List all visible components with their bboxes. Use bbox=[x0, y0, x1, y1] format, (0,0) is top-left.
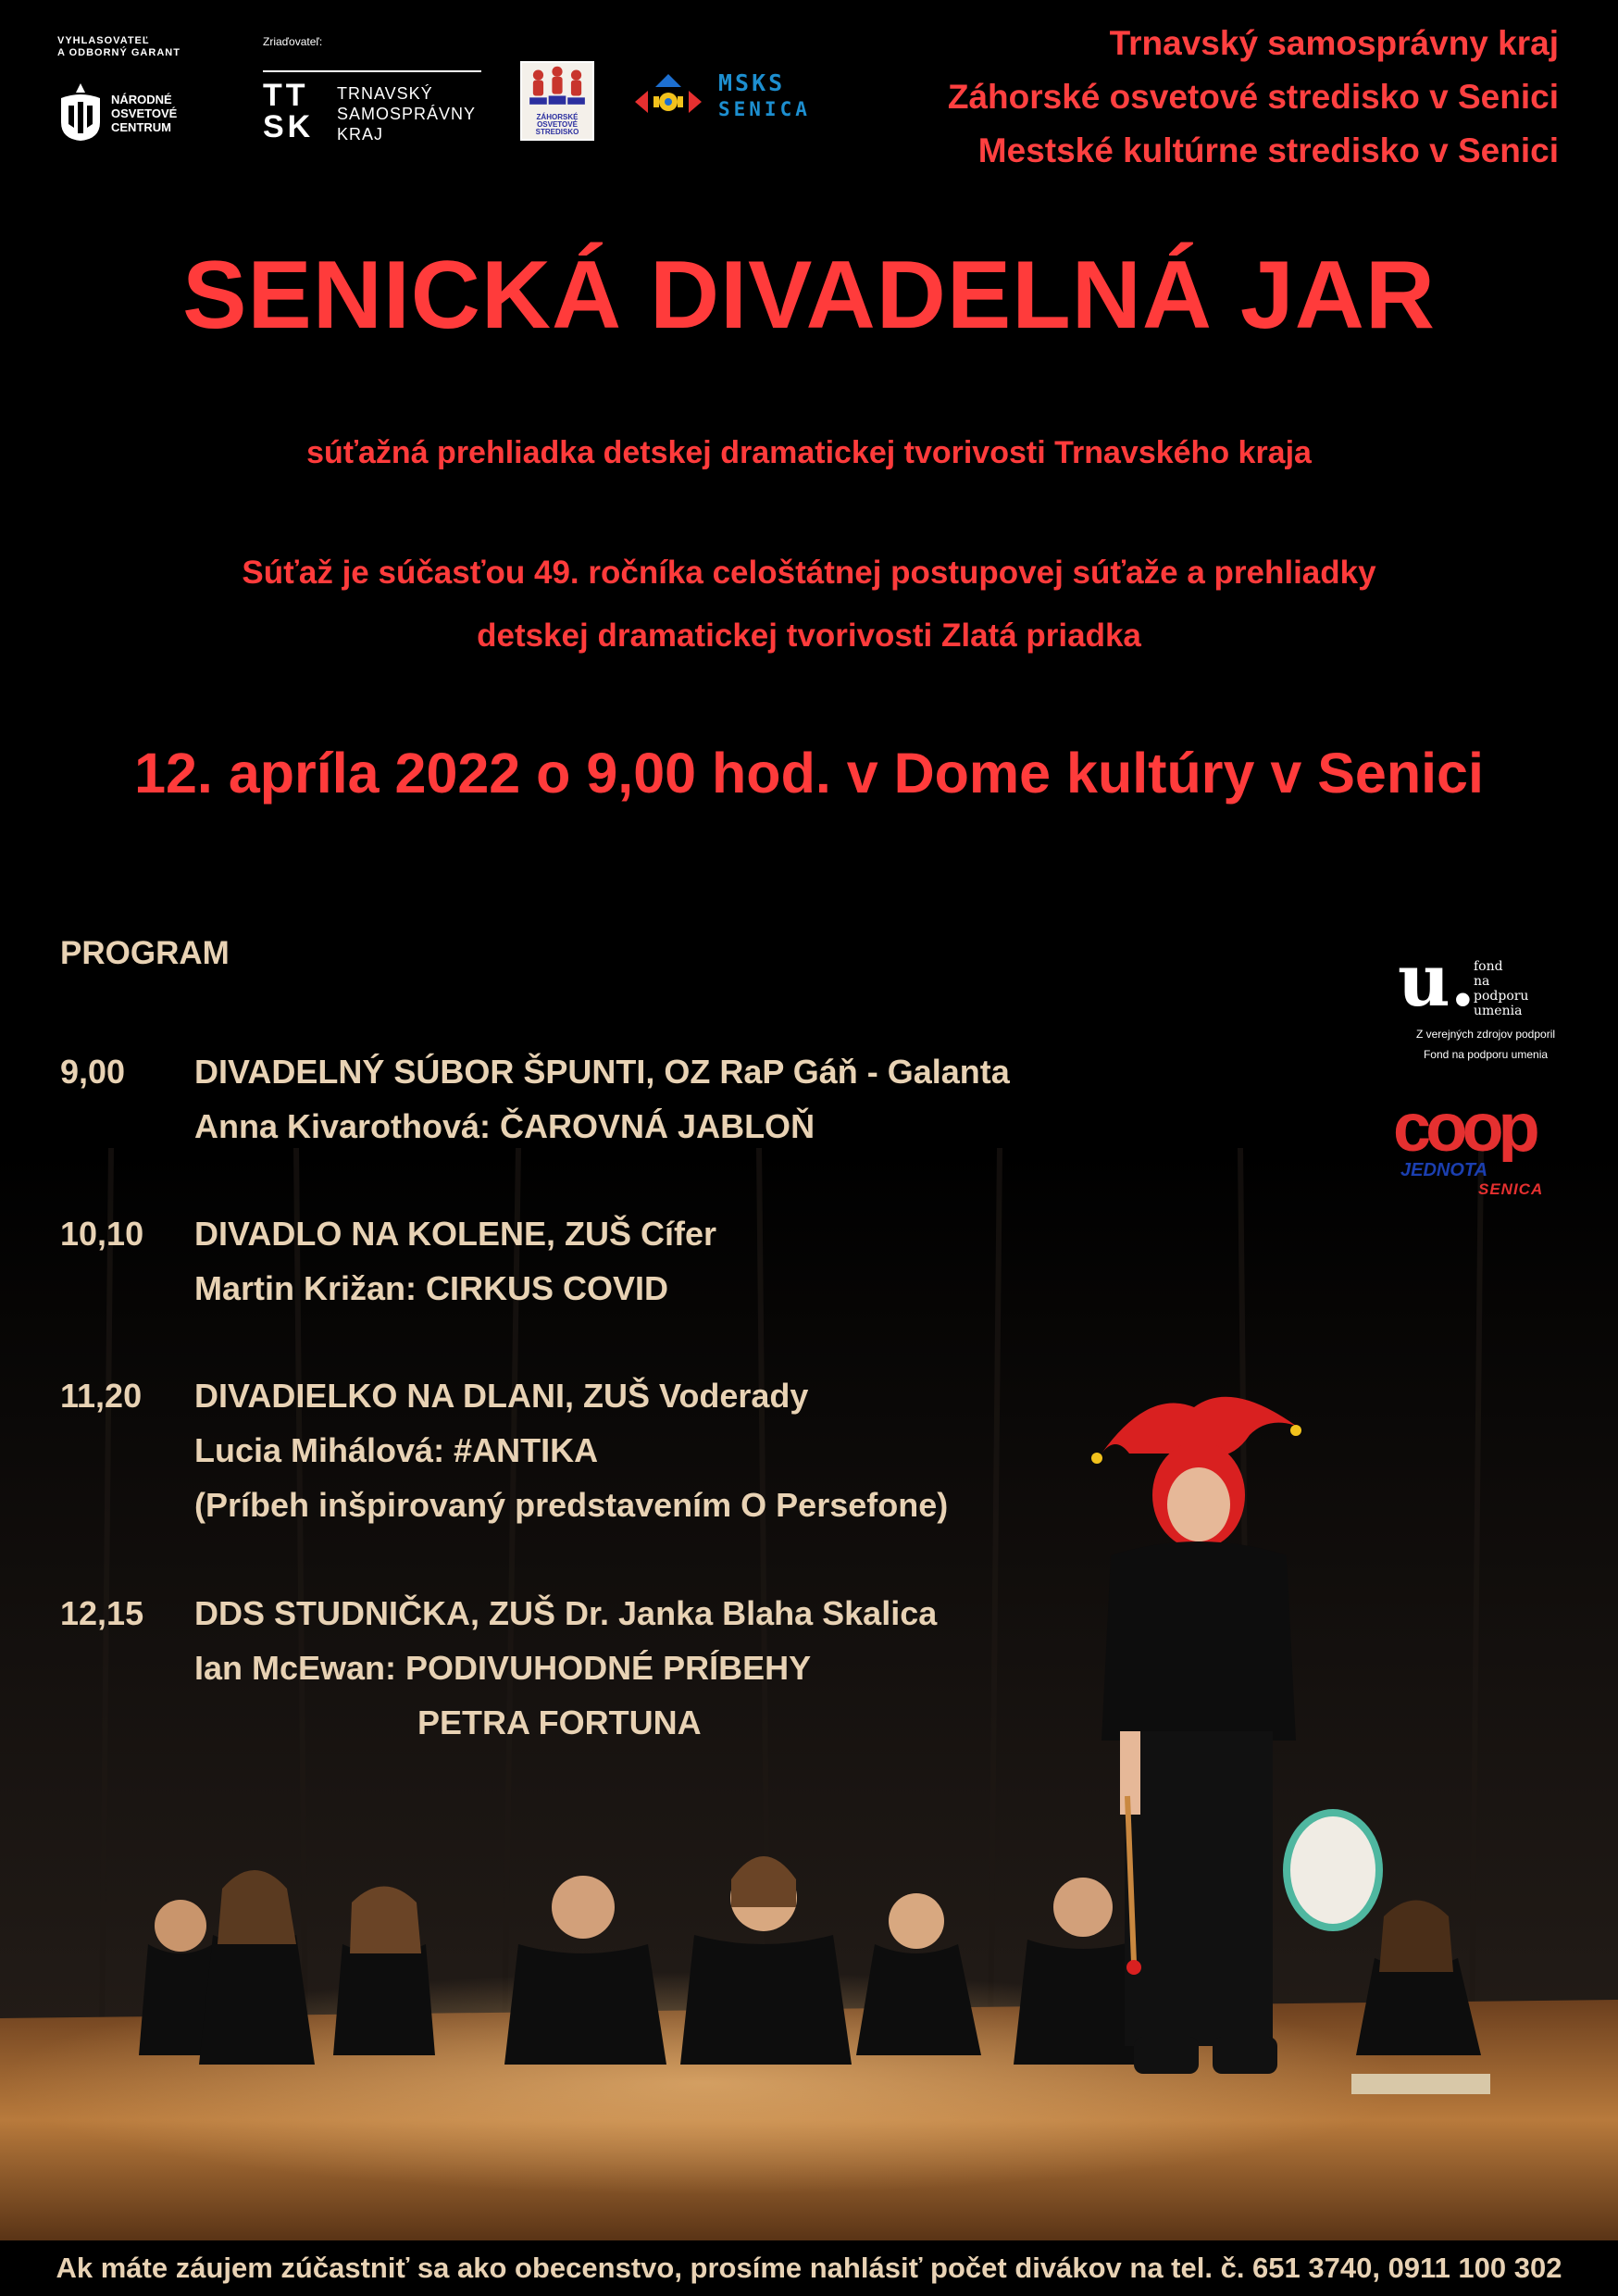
program-item bbox=[60, 1586, 1171, 1762]
program-play: Ian McEwan: PODIVUHODNÉ PRÍBEHY bbox=[194, 1649, 812, 1687]
fond-na-podporu-umenia-logo bbox=[1398, 939, 1556, 1065]
fpu-mark: u. bbox=[1398, 939, 1475, 1023]
fpu-caption: Z verejných zdrojov podporil Fond na podporu umenia bbox=[1415, 1028, 1556, 1061]
program-item bbox=[60, 1206, 1171, 1327]
description-line: detskej dramatickej tvorivosti Zlatá priadka bbox=[477, 618, 1141, 654]
coop-jednota-logo bbox=[1393, 1097, 1560, 1199]
noc-name: NÁRODNÉ OSVETOVÉ CENTRUM bbox=[111, 93, 178, 134]
zos-figures-icon bbox=[522, 63, 592, 115]
zos-logo-icon bbox=[520, 61, 594, 141]
zos-name: ZÁHORSKÉ OSVETOVÉ STREDISKO bbox=[535, 113, 579, 136]
program-heading: PROGRAM bbox=[60, 935, 230, 971]
poster-description bbox=[0, 542, 1618, 668]
ttsk-caption: Zriaďovateľ: bbox=[263, 35, 323, 48]
ttsk-divider bbox=[263, 70, 481, 72]
msks-word: MSKS bbox=[718, 69, 786, 96]
program-play: Anna Kivarothová: ČAROVNÁ JABLOŇ bbox=[194, 1107, 815, 1145]
program-item bbox=[60, 1044, 1171, 1165]
noc-caption: VYHLASOVATEĽ A ODBORNÝ GARANT bbox=[57, 35, 180, 58]
program-play: Lucia Mihálová: #ANTIKA bbox=[194, 1431, 599, 1469]
description-line: Súťaž je súčasťou 49. ročníka celoštátnej postupovej súťaže a prehliadky bbox=[242, 555, 1376, 591]
program-item bbox=[60, 1368, 1171, 1544]
msks-logo bbox=[631, 70, 816, 144]
poster-title: SENICKÁ DIVADELNÁ JAR bbox=[182, 242, 1436, 349]
program-time: 9,00 bbox=[60, 1053, 126, 1091]
program-note: (Príbeh inšpirovaný predstavením O Persefone) bbox=[194, 1486, 949, 1524]
narodne-osvetove-centrum-logo bbox=[57, 35, 205, 156]
ttsk-monogram: TT SK bbox=[263, 78, 315, 144]
msks-city: SENICA bbox=[718, 98, 811, 120]
program-time: 12,15 bbox=[60, 1594, 144, 1632]
coop-mark: coop bbox=[1393, 1097, 1535, 1162]
coop-logo-icon bbox=[1393, 1097, 1550, 1162]
event-date: 12. apríla 2022 o 9,00 hod. v Dome kultúry v Senici bbox=[134, 742, 1484, 805]
program-ensemble: DIVADLO NA KOLENE, ZUŠ Cífer bbox=[194, 1215, 717, 1253]
program-play-continued: PETRA FORTUNA bbox=[417, 1703, 702, 1741]
program-ensemble: DIVADIELKO NA DLANI, ZUŠ Voderady bbox=[194, 1377, 809, 1415]
ttsk-name: TRNAVSKÝ SAMOSPRÁVNY KRAJ bbox=[337, 84, 477, 144]
program-ensemble: DIVADELNÝ SÚBOR ŠPUNTI, OZ RaP Gáň - Galanta bbox=[194, 1053, 1010, 1091]
logo-row bbox=[57, 26, 853, 165]
footer-contact: Ak máte záujem zúčastniť sa ako obecenstvo, prosíme nahlásiť počet divákov na tel. č. 651 3740, 0911 100 302 bbox=[0, 2240, 1618, 2296]
program-ensemble: DDS STUDNIČKA, ZUŠ Dr. Janka Blaha Skalica bbox=[194, 1594, 938, 1632]
noc-emblem-icon bbox=[57, 81, 104, 143]
coop-senica: SENICA bbox=[1478, 1180, 1544, 1198]
msks-shapes-icon bbox=[631, 70, 705, 126]
fpu-name: fond na podporu umenia bbox=[1474, 959, 1529, 1018]
program-time: 10,10 bbox=[60, 1215, 144, 1253]
program-play: Martin Križan: CIRKUS COVID bbox=[194, 1269, 669, 1307]
organizer-line: Záhorské osvetové stredisko v Senici bbox=[947, 78, 1559, 116]
organizers-list bbox=[948, 17, 1559, 178]
poster-subtitle: súťažná prehliadka detskej dramatickej tvorivosti Trnavského kraja bbox=[306, 435, 1312, 470]
ttsk-logo bbox=[263, 35, 494, 156]
organizer-line: Mestské kultúrne stredisko v Senici bbox=[977, 131, 1559, 169]
organizer-line: Trnavský samosprávny kraj bbox=[1109, 24, 1559, 62]
program-time: 11,20 bbox=[60, 1377, 143, 1415]
coop-jednota: JEDNOTA bbox=[1400, 1160, 1488, 1180]
